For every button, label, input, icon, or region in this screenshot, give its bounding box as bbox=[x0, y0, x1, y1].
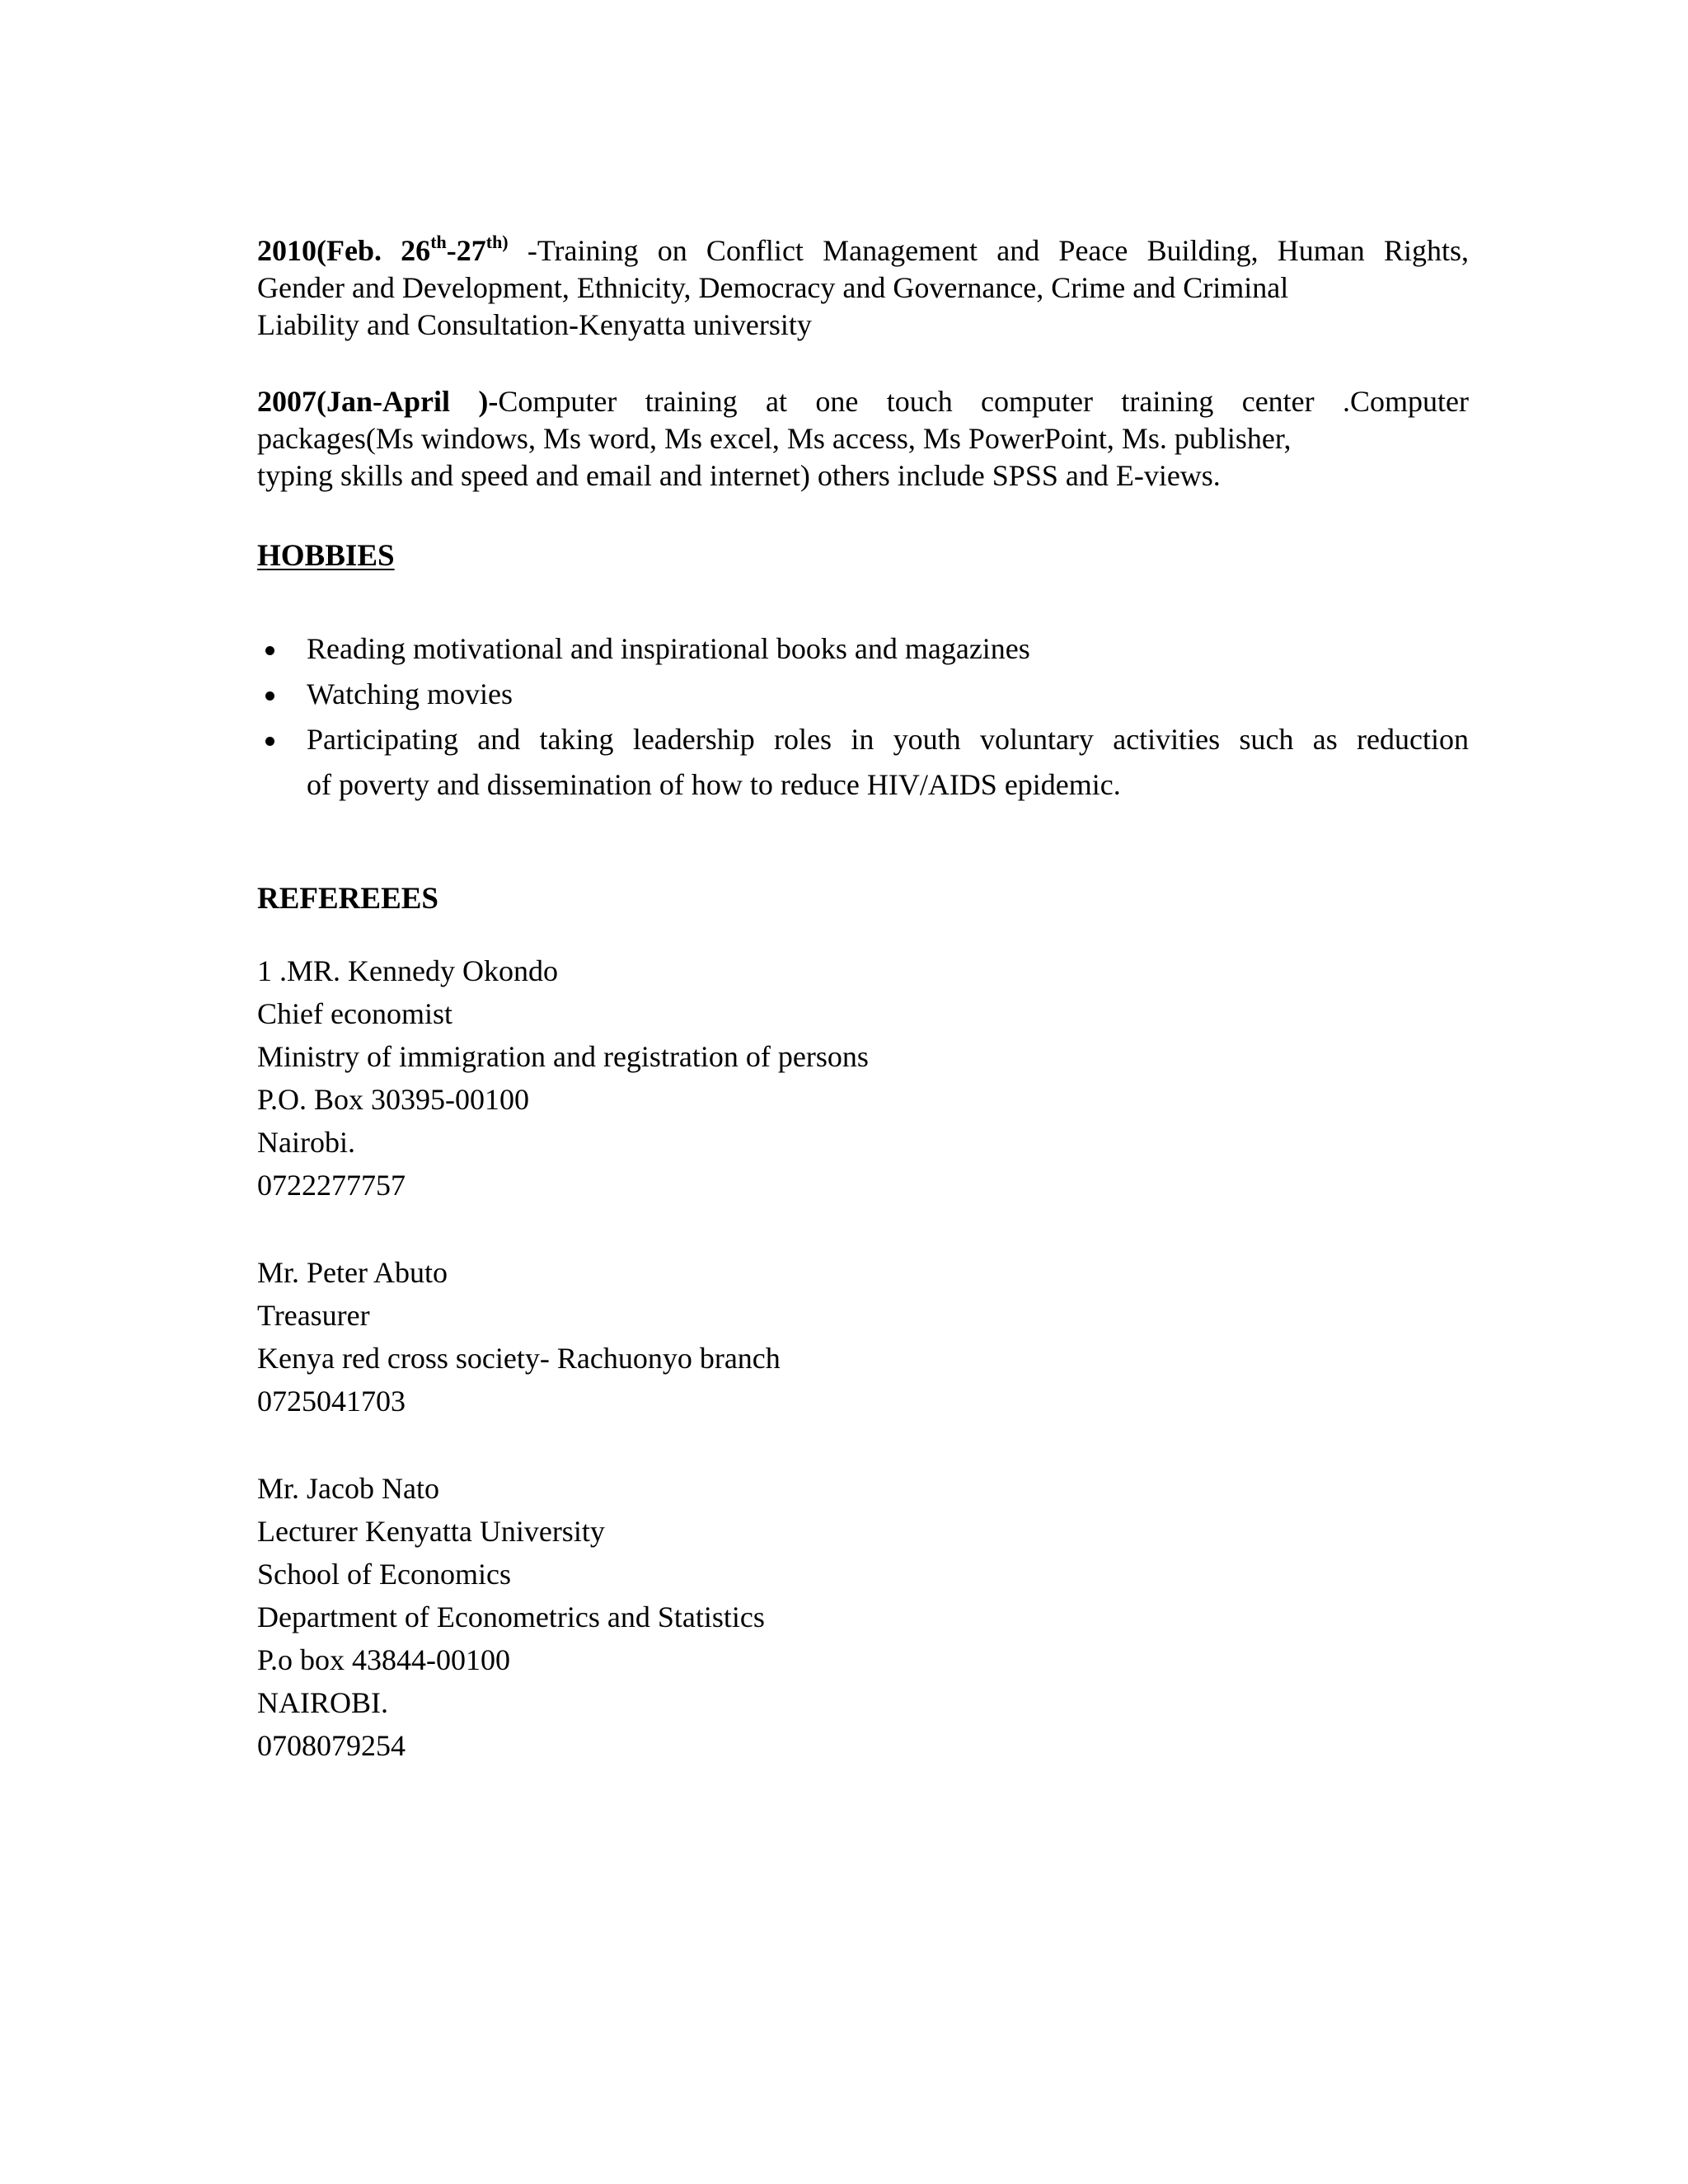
bullet-icon bbox=[265, 646, 274, 655]
referee-phone: 0725041703 bbox=[257, 1385, 406, 1418]
training-2010-date: 2010(Feb. $26th-27^{th)}$ bbox=[257, 232, 509, 267]
list-item bbox=[257, 672, 1469, 717]
hobby-text: Reading motivational and inspirational books and magazines bbox=[307, 632, 1030, 665]
training-2007-line-1: 2007(Jan-April )-Computer training at one touch computer training center .Computer bbox=[257, 385, 1469, 418]
list-item bbox=[257, 626, 1469, 672]
hobby-text: Participating and taking leadership roles in youth voluntary activities such as reduction bbox=[307, 723, 1469, 756]
referee-entry-3 bbox=[257, 1467, 765, 1767]
referees-heading: REFEREEES bbox=[257, 882, 439, 916]
training-2010-line-2: Gender and Development, Ethnicity, Democracy and Governance, Crime and Criminal bbox=[257, 271, 1289, 304]
hobbies-heading: HOBBIES bbox=[257, 539, 395, 573]
referee-phone: 0722277757 bbox=[257, 1169, 406, 1202]
referee-organization: Ministry of immigration and registration of persons bbox=[257, 1040, 869, 1073]
training-entry-2010 bbox=[257, 232, 1469, 344]
referee-entry-2 bbox=[257, 1251, 781, 1422]
referee-name: 1 .MR. Kennedy Okondo bbox=[257, 954, 558, 987]
bullet-icon bbox=[265, 737, 274, 746]
training-2007-date: 2007(Jan-April )- bbox=[257, 385, 499, 418]
training-2007-line-2: packages(Ms windows, Ms word, Ms excel, Ms access, Ms PowerPoint, Ms. publisher, bbox=[257, 422, 1292, 455]
referee-phone: 0708079254 bbox=[257, 1729, 406, 1762]
training-2010-line-3: Liability and Consultation-Kenyatta university bbox=[257, 308, 812, 341]
referee-city: Nairobi. bbox=[257, 1126, 355, 1159]
referee-entry-1 bbox=[257, 949, 869, 1207]
list-item bbox=[257, 717, 1469, 808]
referee-address: P.O. Box 30395-00100 bbox=[257, 1083, 530, 1116]
training-2007-line-3: typing skills and speed and email and internet) others include SPSS and E-views. bbox=[257, 459, 1221, 492]
referee-title: Lecturer Kenyatta University bbox=[257, 1515, 605, 1548]
hobbies-list bbox=[257, 626, 1469, 808]
hobby-text: Watching movies bbox=[307, 677, 513, 710]
training-2010-line-1: 2010(Feb. $26th-27^{th)}$ -Training on Conflict Management and Peace Building, Human Rights, bbox=[257, 232, 1469, 267]
bullet-icon bbox=[265, 691, 274, 701]
referee-title: Treasurer bbox=[257, 1299, 370, 1332]
referee-city: NAIROBI. bbox=[257, 1686, 388, 1719]
referee-title: Chief economist bbox=[257, 997, 452, 1030]
referee-name: Mr. Peter Abuto bbox=[257, 1256, 448, 1289]
referee-organization: Kenya red cross society- Rachuonyo branch bbox=[257, 1342, 781, 1375]
hobby-text-continued: of poverty and dissemination of how to reduce HIV/AIDS epidemic. bbox=[307, 768, 1121, 801]
referee-department: Department of Econometrics and Statistics bbox=[257, 1601, 765, 1633]
training-entry-2007 bbox=[257, 383, 1469, 494]
referee-school: School of Economics bbox=[257, 1558, 511, 1591]
referee-address: P.o box 43844-00100 bbox=[257, 1643, 511, 1676]
referee-name: Mr. Jacob Nato bbox=[257, 1472, 439, 1505]
